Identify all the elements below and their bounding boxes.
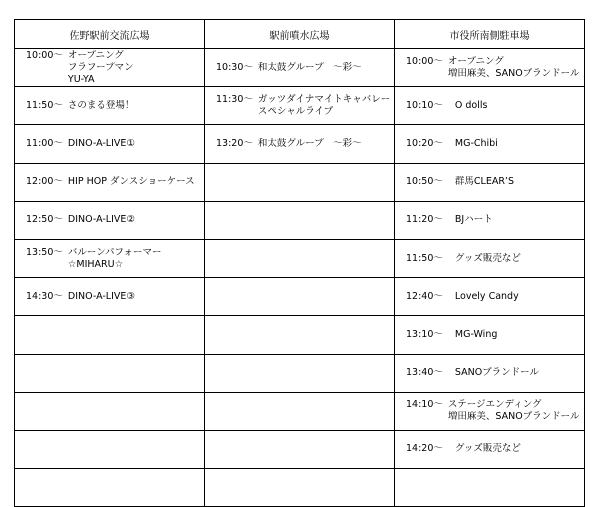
entry-description xyxy=(455,176,584,188)
schedule-cell-fountain-plaza xyxy=(205,49,395,87)
table-row xyxy=(15,278,585,316)
entry-time: 13:40〜 xyxy=(406,367,443,379)
entry-description xyxy=(455,214,584,226)
entry-time: 14:30〜 xyxy=(26,290,63,302)
schedule-cell-city-hall-parking xyxy=(395,392,585,430)
entry-description-line: グッズ販売など xyxy=(454,252,521,264)
entry-description-line: ガッツダイナマイトキャバレー xyxy=(257,93,391,105)
entry-description-line: ステージエンディング xyxy=(447,399,542,411)
schedule-cell-city-hall-parking xyxy=(395,354,585,392)
schedule-entry xyxy=(15,100,204,112)
entry-time: 10:00〜 xyxy=(26,49,63,61)
column-header-sano-station-plaza: 佐野駅前交流広場 xyxy=(15,20,205,49)
schedule-cell-sano-station-plaza xyxy=(15,392,205,430)
schedule-cell-city-hall-parking xyxy=(395,316,585,354)
schedule-cell-sano-station-plaza xyxy=(15,354,205,392)
schedule-entry xyxy=(205,138,394,150)
table-row xyxy=(15,125,585,163)
schedule-entry xyxy=(15,247,204,271)
schedule-entry xyxy=(395,329,584,341)
schedule-cell-sano-station-plaza xyxy=(15,201,205,239)
table-row xyxy=(15,469,585,507)
schedule-cell-fountain-plaza xyxy=(205,430,395,468)
entry-description-line: さのまる登場！ xyxy=(67,99,135,111)
header-row xyxy=(15,20,585,49)
entry-description-line: ☆MIHARU☆ xyxy=(67,258,124,270)
schedule-cell-city-hall-parking xyxy=(395,125,585,163)
schedule-cell-city-hall-parking xyxy=(395,49,585,87)
entry-time: 11:00〜 xyxy=(26,137,63,149)
entry-description-line: 群馬CLEAR’S xyxy=(454,176,514,188)
entry-description xyxy=(68,214,204,226)
schedule-entry xyxy=(395,214,584,226)
entry-description-line: フラフープマン xyxy=(67,61,134,73)
schedule-entry xyxy=(395,176,584,188)
table-row xyxy=(15,316,585,354)
entry-time: 10:00〜 xyxy=(406,55,443,67)
entry-description xyxy=(448,56,584,80)
entry-description xyxy=(455,443,584,455)
schedule-cell-city-hall-parking xyxy=(395,469,585,507)
entry-description-line: YU-YA xyxy=(67,73,95,85)
schedule-entry xyxy=(395,56,584,80)
schedule-entry xyxy=(395,443,584,455)
entry-description-line: グッズ販売など xyxy=(454,443,521,455)
entry-description xyxy=(68,291,204,303)
schedule-entry xyxy=(395,253,584,265)
entry-description xyxy=(68,247,204,271)
column-header-city-hall-parking: 市役所南側駐車場 xyxy=(395,20,585,49)
schedule-entry xyxy=(15,291,204,303)
schedule-cell-sano-station-plaza xyxy=(15,278,205,316)
table-row xyxy=(15,239,585,277)
schedule-entry xyxy=(395,367,584,379)
entry-description xyxy=(455,253,584,265)
table-row xyxy=(15,354,585,392)
schedule-entry xyxy=(15,214,204,226)
entry-time: 12:40〜 xyxy=(406,290,443,302)
schedule-entry xyxy=(395,291,584,303)
schedule-cell-city-hall-parking xyxy=(395,163,585,201)
entry-description-line: DINO-A-LIVE② xyxy=(67,214,135,226)
entry-description-line: オープニング xyxy=(447,55,504,67)
schedule-entry xyxy=(205,62,394,74)
column-header-fountain-plaza: 駅前噴水広場 xyxy=(205,20,395,49)
schedule-cell-city-hall-parking xyxy=(395,430,585,468)
schedule-cell-sano-station-plaza xyxy=(15,469,205,507)
schedule-body xyxy=(15,49,585,507)
entry-description-line: 和太鼓グループ ～彩～ xyxy=(257,137,362,149)
entry-description-line: 和太鼓グループ ～彩～ xyxy=(257,61,362,73)
schedule-cell-fountain-plaza xyxy=(205,125,395,163)
schedule-entry xyxy=(395,138,584,150)
schedule-table xyxy=(14,19,585,507)
entry-description-line: Lovely Candy xyxy=(454,290,519,302)
entry-description xyxy=(455,291,584,303)
table-row xyxy=(15,430,585,468)
entry-time: 13:50〜 xyxy=(26,246,63,258)
schedule-cell-sano-station-plaza xyxy=(15,49,205,87)
entry-description-line: MG-Chibi xyxy=(454,137,498,149)
entry-time: 14:10〜 xyxy=(406,399,443,411)
schedule-cell-fountain-plaza xyxy=(205,392,395,430)
schedule-entry xyxy=(395,399,584,423)
entry-description xyxy=(258,94,394,118)
entry-description-line: O dolls xyxy=(454,99,488,111)
schedule-cell-sano-station-plaza xyxy=(15,125,205,163)
schedule-cell-city-hall-parking xyxy=(395,278,585,316)
entry-description xyxy=(258,62,394,74)
entry-description-line: HIP HOP ダンスショーケース xyxy=(67,176,195,188)
schedule-entry xyxy=(15,176,204,188)
schedule-cell-fountain-plaza xyxy=(205,87,395,125)
entry-description xyxy=(258,138,394,150)
entry-description-line: 増田麻美、SANOブランドール xyxy=(447,411,580,423)
entry-time: 14:20〜 xyxy=(406,443,443,455)
entry-description xyxy=(448,399,584,423)
entry-description xyxy=(455,367,584,379)
entry-description-line: 増田麻美、SANOブランドール xyxy=(447,67,580,79)
entry-time: 10:20〜 xyxy=(406,137,443,149)
schedule-cell-fountain-plaza xyxy=(205,201,395,239)
entry-description-line: オープニング xyxy=(67,49,124,61)
schedule-entry xyxy=(15,50,204,86)
entry-description-line: DINO-A-LIVE① xyxy=(67,137,135,149)
schedule-cell-sano-station-plaza xyxy=(15,316,205,354)
entry-time: 11:50〜 xyxy=(406,252,443,264)
schedule-cell-city-hall-parking xyxy=(395,239,585,277)
entry-time: 11:20〜 xyxy=(406,214,443,226)
entry-description-line: DINO-A-LIVE③ xyxy=(67,290,135,302)
entry-description-line: BJハート xyxy=(454,214,493,226)
entry-time: 12:00〜 xyxy=(26,176,63,188)
entry-description-line: MG-Wing xyxy=(454,328,498,340)
schedule-cell-sano-station-plaza xyxy=(15,163,205,201)
schedule-cell-sano-station-plaza xyxy=(15,87,205,125)
schedule-cell-fountain-plaza xyxy=(205,278,395,316)
schedule-cell-sano-station-plaza xyxy=(15,430,205,468)
schedule-cell-sano-station-plaza xyxy=(15,239,205,277)
entry-time: 11:30〜 xyxy=(216,93,253,105)
schedule-cell-city-hall-parking xyxy=(395,201,585,239)
entry-description xyxy=(68,138,204,150)
schedule-entry xyxy=(395,100,584,112)
schedule-cell-city-hall-parking xyxy=(395,87,585,125)
schedule-cell-fountain-plaza xyxy=(205,163,395,201)
schedule-entry xyxy=(205,94,394,118)
schedule-cell-fountain-plaza xyxy=(205,316,395,354)
entry-time: 10:50〜 xyxy=(406,176,443,188)
entry-description-line: バルーンパフォーマー xyxy=(67,246,162,258)
table-row xyxy=(15,163,585,201)
schedule-cell-fountain-plaza xyxy=(205,354,395,392)
table-row xyxy=(15,49,585,87)
table-row xyxy=(15,392,585,430)
table-row xyxy=(15,201,585,239)
schedule-cell-fountain-plaza xyxy=(205,239,395,277)
entry-description xyxy=(455,329,584,341)
entry-time: 10:10〜 xyxy=(406,99,443,111)
entry-time: 10:30〜 xyxy=(216,61,253,73)
entry-description-line: SANOブランドール xyxy=(454,367,539,379)
entry-time: 13:20〜 xyxy=(216,137,253,149)
entry-description xyxy=(68,50,204,86)
schedule-entry xyxy=(15,138,204,150)
entry-time: 11:50〜 xyxy=(26,99,63,111)
entry-description xyxy=(455,100,584,112)
entry-time: 12:50〜 xyxy=(26,214,63,226)
schedule-cell-fountain-plaza xyxy=(205,469,395,507)
entry-description xyxy=(455,138,584,150)
entry-description-line: スペシャルライブ xyxy=(257,105,334,117)
table-row xyxy=(15,87,585,125)
entry-description xyxy=(68,100,204,112)
entry-time: 13:10〜 xyxy=(406,328,443,340)
entry-description xyxy=(68,176,204,188)
